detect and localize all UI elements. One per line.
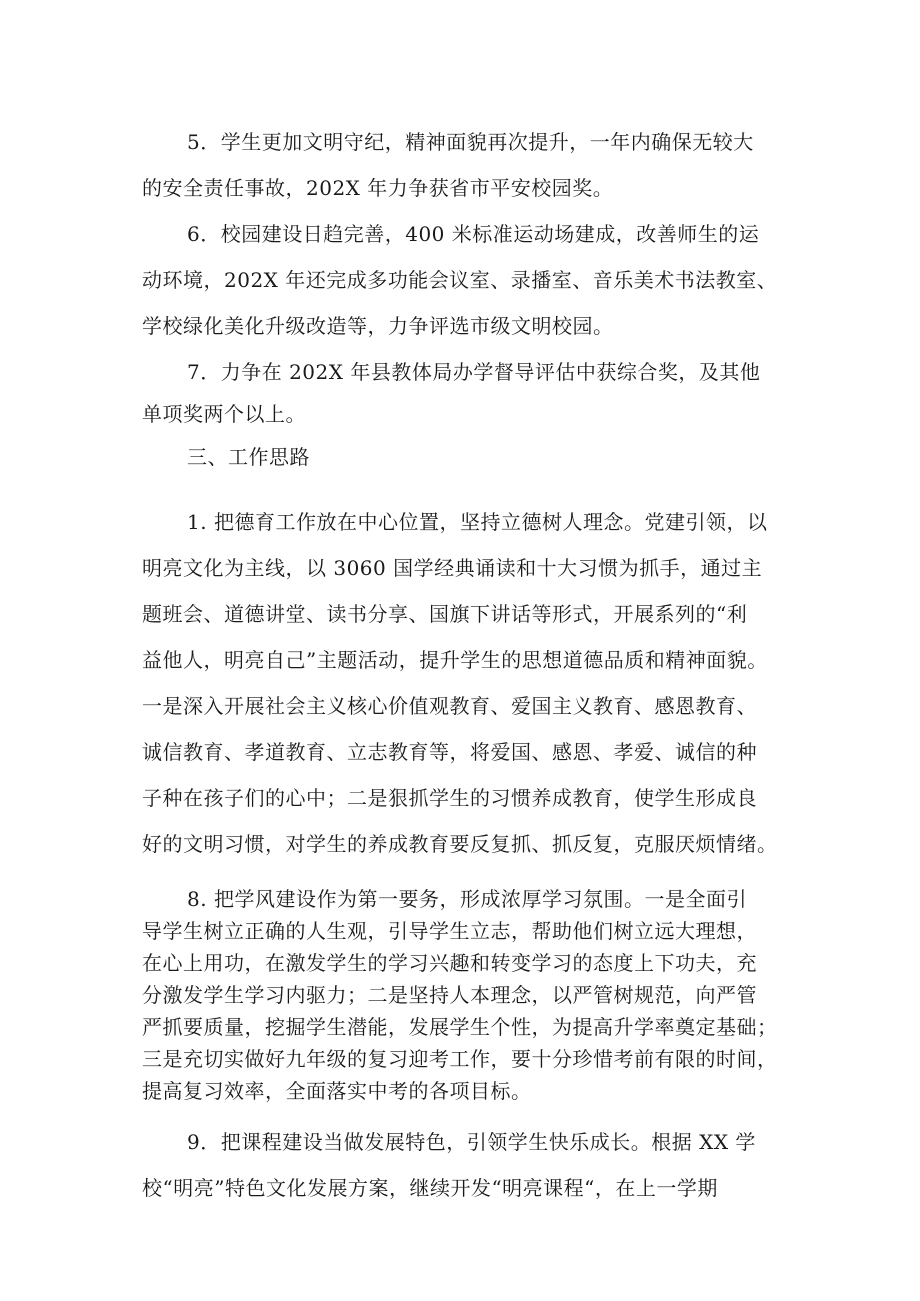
text-line: 单项奖两个以上。 bbox=[142, 402, 306, 426]
text-line: 学校绿化美化升级改造等，力争评选市级文明校园。 bbox=[142, 314, 614, 338]
text-line: 导学生树立正确的人生观，引导学生立志，帮助他们树立远大理想， bbox=[142, 919, 757, 943]
text-line: 一是深入开展社会主义核心价值观教育、爱国主义教育、感恩教育、 bbox=[142, 694, 757, 718]
text-line: 的安全责任事故，202X 年力争获省市平安校园奖。 bbox=[142, 176, 614, 200]
text-line: 益他人，明亮自己”主题活动，提升学生的思想道德品质和精神面貌。 bbox=[142, 648, 768, 672]
text-line: 6．校园建设日趋完善，400 米标准运动场建成，改善师生的运 bbox=[187, 222, 760, 246]
text-line: 9．把课程建设当做发展特色，引领学生快乐成长。根据 XX 学 bbox=[187, 1130, 756, 1154]
text-line: 好的文明习惯，对学生的养成教育要反复抓、抓反复，克服厌烦情绪。 bbox=[142, 832, 778, 856]
text-line: 动环境，202X 年还完成多功能会议室、录播室、音乐美术书法教室、 bbox=[142, 268, 778, 292]
text-line: 在心上用功，在激发学生的学习兴趣和转变学习的态度上下功夫，充 bbox=[142, 951, 757, 975]
text-line: 8. 把学风建设作为第一要务，形成浓厚学习氛围。一是全面引 bbox=[187, 887, 747, 911]
text-line: 5．学生更加文明守纪，精神面貌再次提升，一年内确保无较大 bbox=[187, 130, 754, 154]
text-line: 明亮文化为主线，以 3060 国学经典诵读和十大习惯为抓手，通过主 bbox=[142, 556, 763, 580]
text-line: 子种在孩子们的心中；二是狠抓学生的习惯养成教育，使学生形成良 bbox=[142, 786, 757, 810]
text-line: 校“明亮”特色文化发展方案，继续开发“明亮课程“，在上一学期 bbox=[142, 1176, 718, 1200]
text-line: 提高复习效率，全面落实中考的各项目标。 bbox=[142, 1079, 532, 1103]
text-line: 1. 把德育工作放在中心位置，坚持立德树人理念。党建引领，以 bbox=[187, 510, 768, 534]
text-line: 分激发学生学习内驱力；二是坚持人本理念，以严管树规范，向严管 bbox=[142, 983, 757, 1007]
text-line: 三是充切实做好九年级的复习迎考工作，要十分珍惜考前有限的时间， bbox=[142, 1047, 778, 1071]
section-heading-text: 三、工作思路 bbox=[187, 445, 310, 469]
text-line: 题班会、道德讲堂、读书分享、国旗下讲话等形式，开展系列的“利 bbox=[142, 602, 748, 626]
text-line: 诚信教育、孝道教育、立志教育等，将爱国、感恩、孝爱、诚信的种 bbox=[142, 740, 757, 764]
text-line: 7．力争在 202X 年县教体局办学督导评估中获综合奖，及其他 bbox=[187, 360, 761, 384]
text-line: 严抓要质量，挖掘学生潜能，发展学生个性，为提高升学率奠定基础； bbox=[142, 1015, 778, 1039]
